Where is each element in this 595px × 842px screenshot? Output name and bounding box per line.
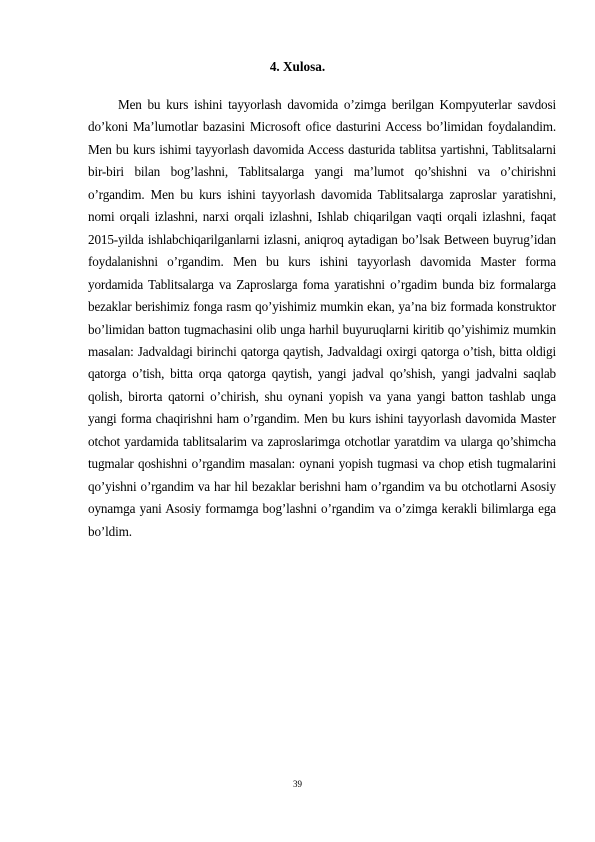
page-number: 39 [293,779,302,789]
conclusion-paragraph: Men bu kurs ishini tayyorlash davomida o’zimga berilgan Kompyuterlar savdosi do’koni Ma’lumotlar bazasini Microsoft ofice dasturini Access bo’limidan foydalandim. Men bu kurs ishimi tayyorlash davomida Access dasturida tablitsa yartishni, Tablitsalarni bir-biri bilan bog’lashni, Tablitsalarga yangi ma’lumot qo’shishni va o’chirishni o’rgandim. Men bu kurs ishini tayyorlash davomida Tablitsalarga zaproslar yaratishni, nomi orqali izlashni, narxi orqali izlashni, Ishlab chiqarilgan vaqti orqali izlashni, faqat 2015-yilda ishlabchiqarilganlarni izlasni, aniqroq aytadigan bo’lsak Between buyrug’idan foydalanishni o’rgandim. Men bu kurs ishini tayyorlash davomida Master forma yordamida Tablitsalarga va Zaproslarga foma yaratishni o’rgadim bunda biz formalarga bezaklar berishimiz fonga rasm qo’yishimiz mumkin ekan, ya’na biz formada konstruktor bo’limidan batton tugmachasini olib unga harhil buyuruqlarni kiritib qo’yishimiz mumkin masalan: Jadvaldagi birinchi qatorga qaytish, Jadvaldagi oxirgi qatorga o’tish, bitta oldigi qatorga o’tish, bitta orqa qatorga qaytish, yangi jadval qo’shish, yangi jadvalni saqlab qolish, birorta qatorni o’chirish, shu oynani yopish va yana yangi batton tashlab unga yangi forma chaqirishni ham o’rgandim. Men bu kurs ishini tayyorlash davomida Master otchot yardamida tablitsalarim va zaproslarimga otchotlar yaratdim va ularga qo’shimcha tugmalar qoshishni o’rgandim masalan: oynani yopish tugmasi va chop etish tugmalarini qo’yishni o’rgandim va har hil bezaklar berishni ham o’rgandim va bu otchotlarni Asosiy oynamga yani Asosiy formamga bog’lashni o’rgandim va o’zimga kerakli bilimlarga ega bo’ldim. [88,97,556,539]
section-title: 4. Xulosa. [269,59,326,74]
